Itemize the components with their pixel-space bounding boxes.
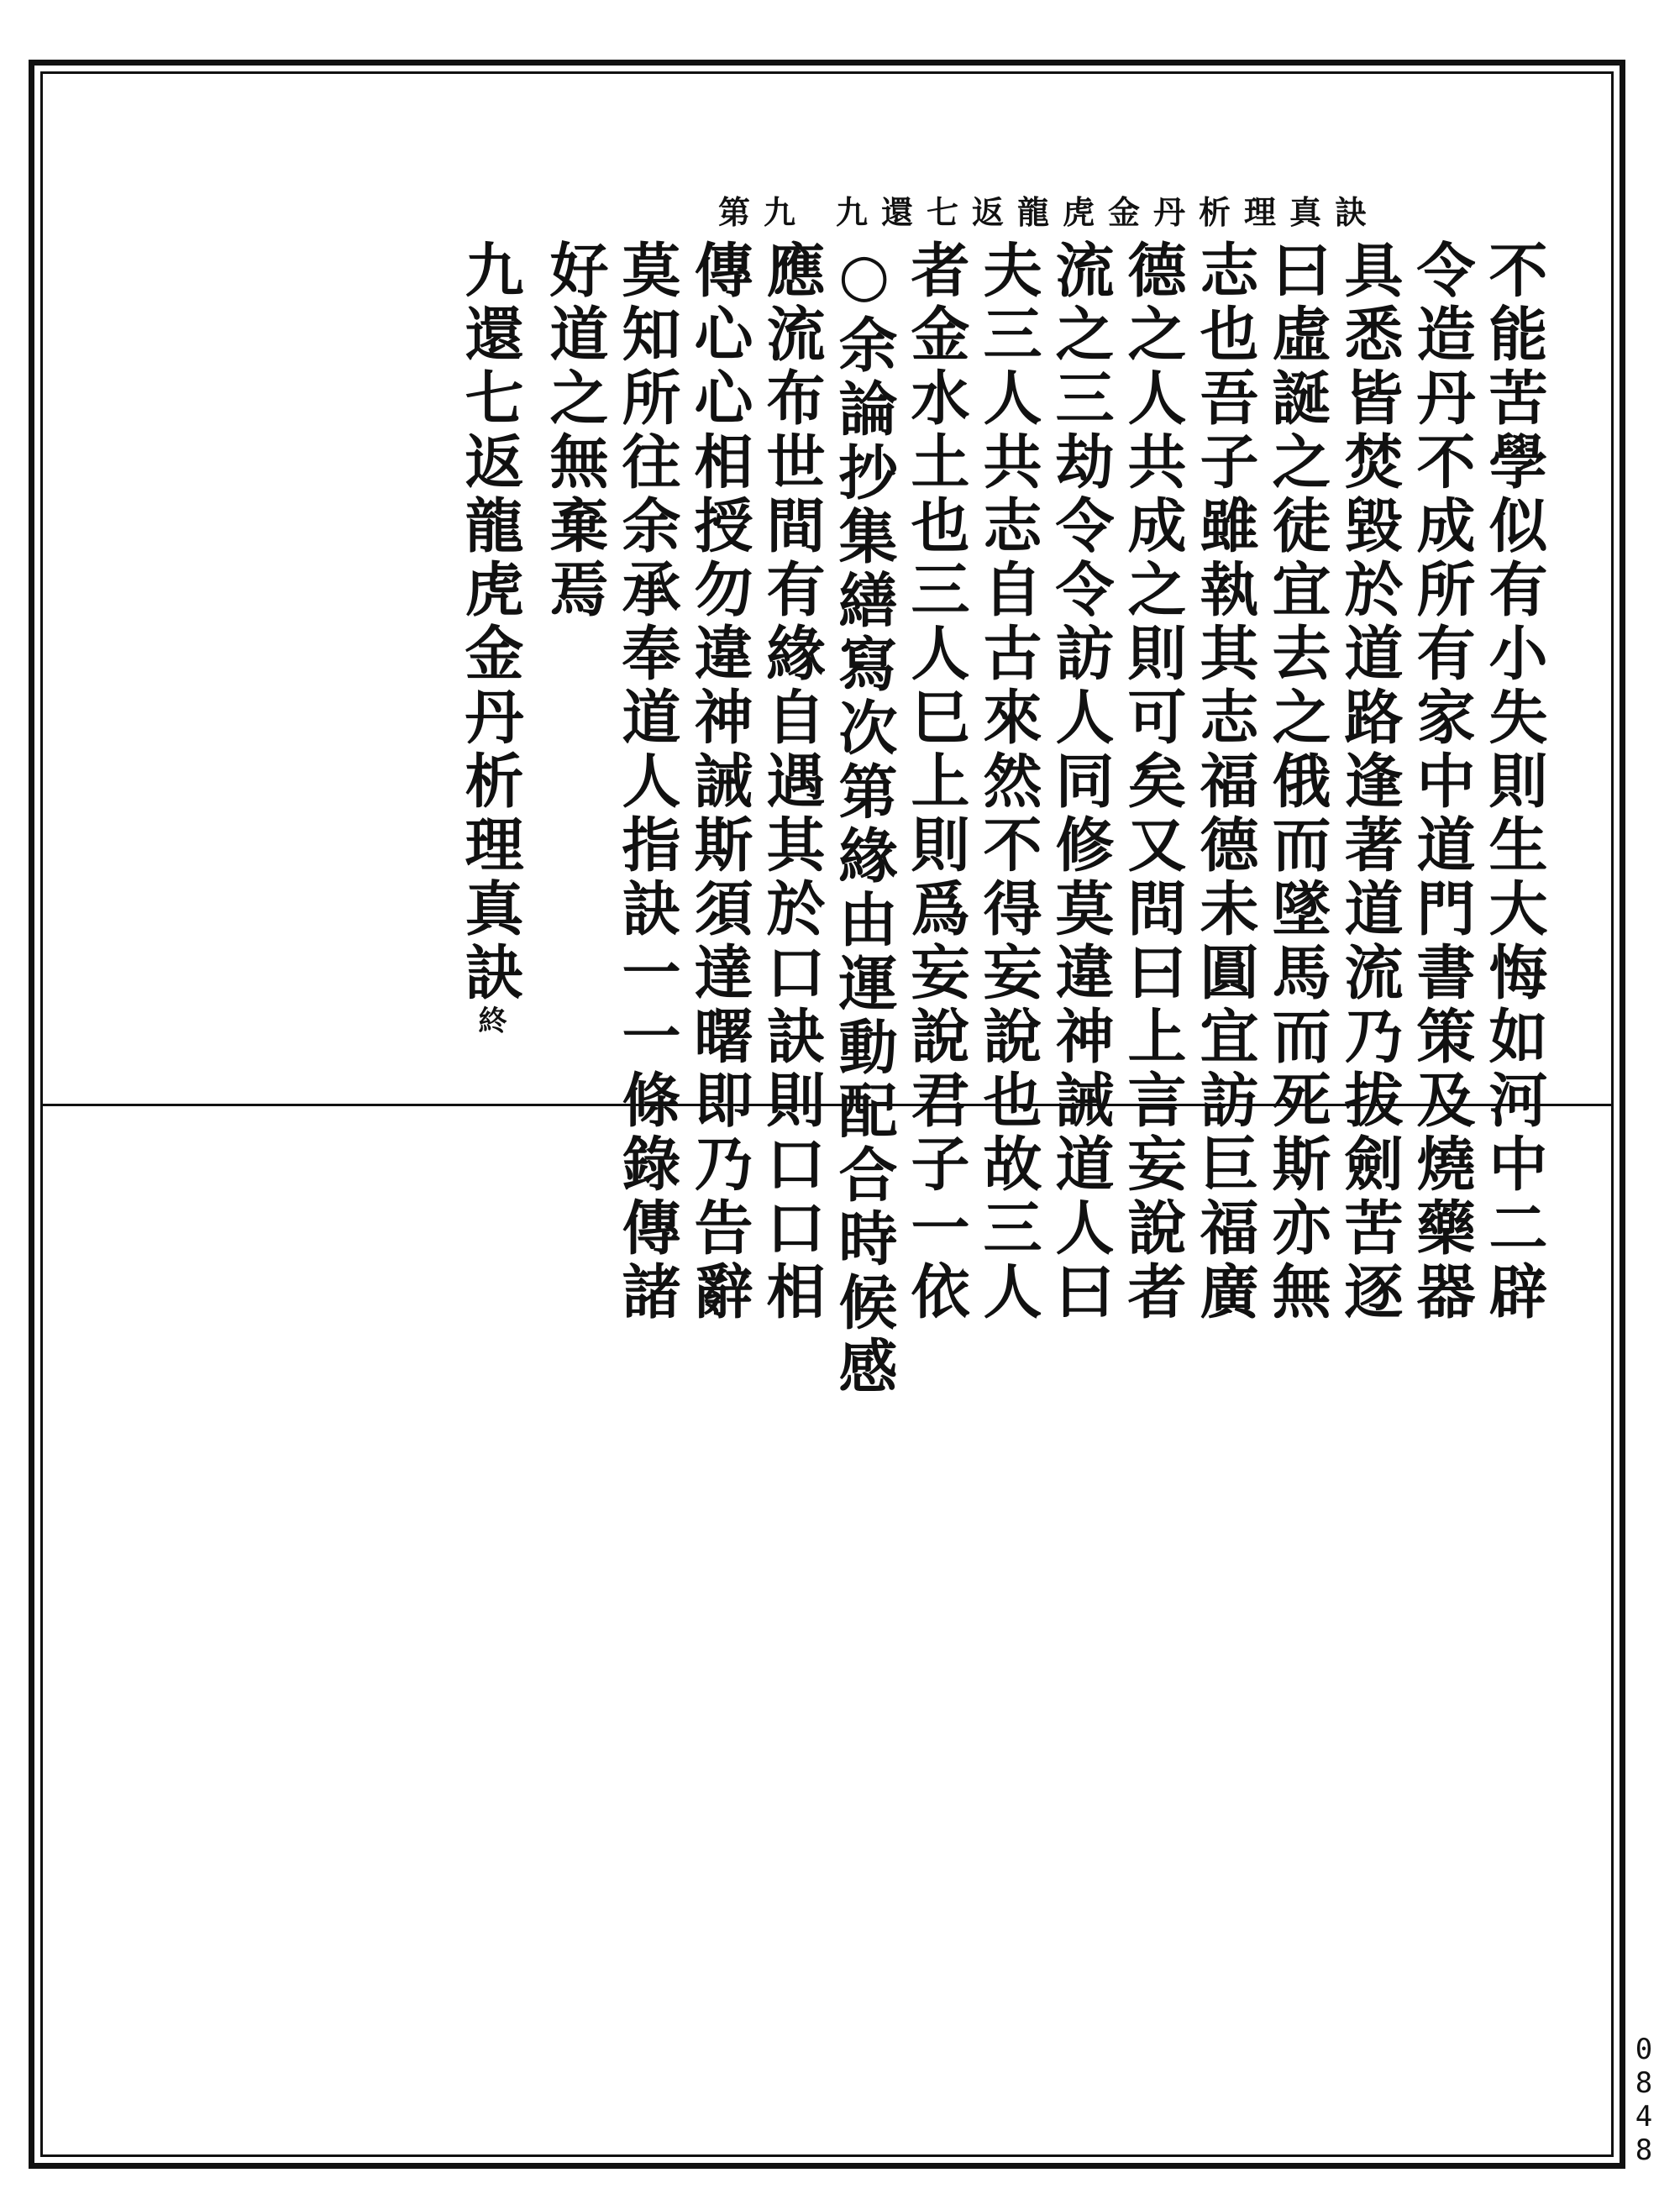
closing-title-text: 九還七返龍虎金丹析理真訣 [455,239,525,1005]
running-header-title: 九還七返龍虎金丹析理真訣 [836,193,1381,231]
text-column: 夫三人共志自古來然不得妄說也故三人 [974,239,1043,1325]
text-column: 莫知所往余承奉道人指訣一一條錄傳諸 [612,239,682,1325]
text-column: 流之三劫令令訪人同修莫違神誡道人曰 [1046,239,1116,1325]
text-column: 應流布世間有緣自遇其於口訣則口口相 [757,239,827,1325]
text-column: 不能苦學似有小失則生大悔如河中二辟 [1479,239,1549,1325]
text-column: 曰虛誕之徒宜去之俄而墜馬而死斯亦無 [1263,239,1332,1325]
text-column: 好道之無棄焉 [540,239,610,622]
text-column: 者金水土也三人巳上則爲妄說君子一依 [901,239,971,1325]
text-column: 德之人共成之則可矣又問曰上言妄說者 [1118,239,1188,1325]
text-column: 志也吾子雖執其志福德未圓宜訪巨福廣 [1190,239,1260,1325]
text-column: 具悉皆焚毀於道路逢著道流乃拔劍苦逐 [1335,239,1404,1325]
text-column: ○余論抄集繕寫次第緣由運動配合時候感 [829,239,899,1399]
end-mark: 終 [473,1005,507,1039]
page-number: 0848 [1627,2033,1661,2167]
text-column: 令造丹不成所有家中道門書策及燒藥器 [1407,239,1477,1325]
running-header-chapter: 第九 [718,193,810,231]
text-column: 傳心心相授勿違神誡斯須達曙即乃告辭 [685,239,754,1325]
closing-title [454,239,526,1096]
main-text-block [538,239,1550,1399]
